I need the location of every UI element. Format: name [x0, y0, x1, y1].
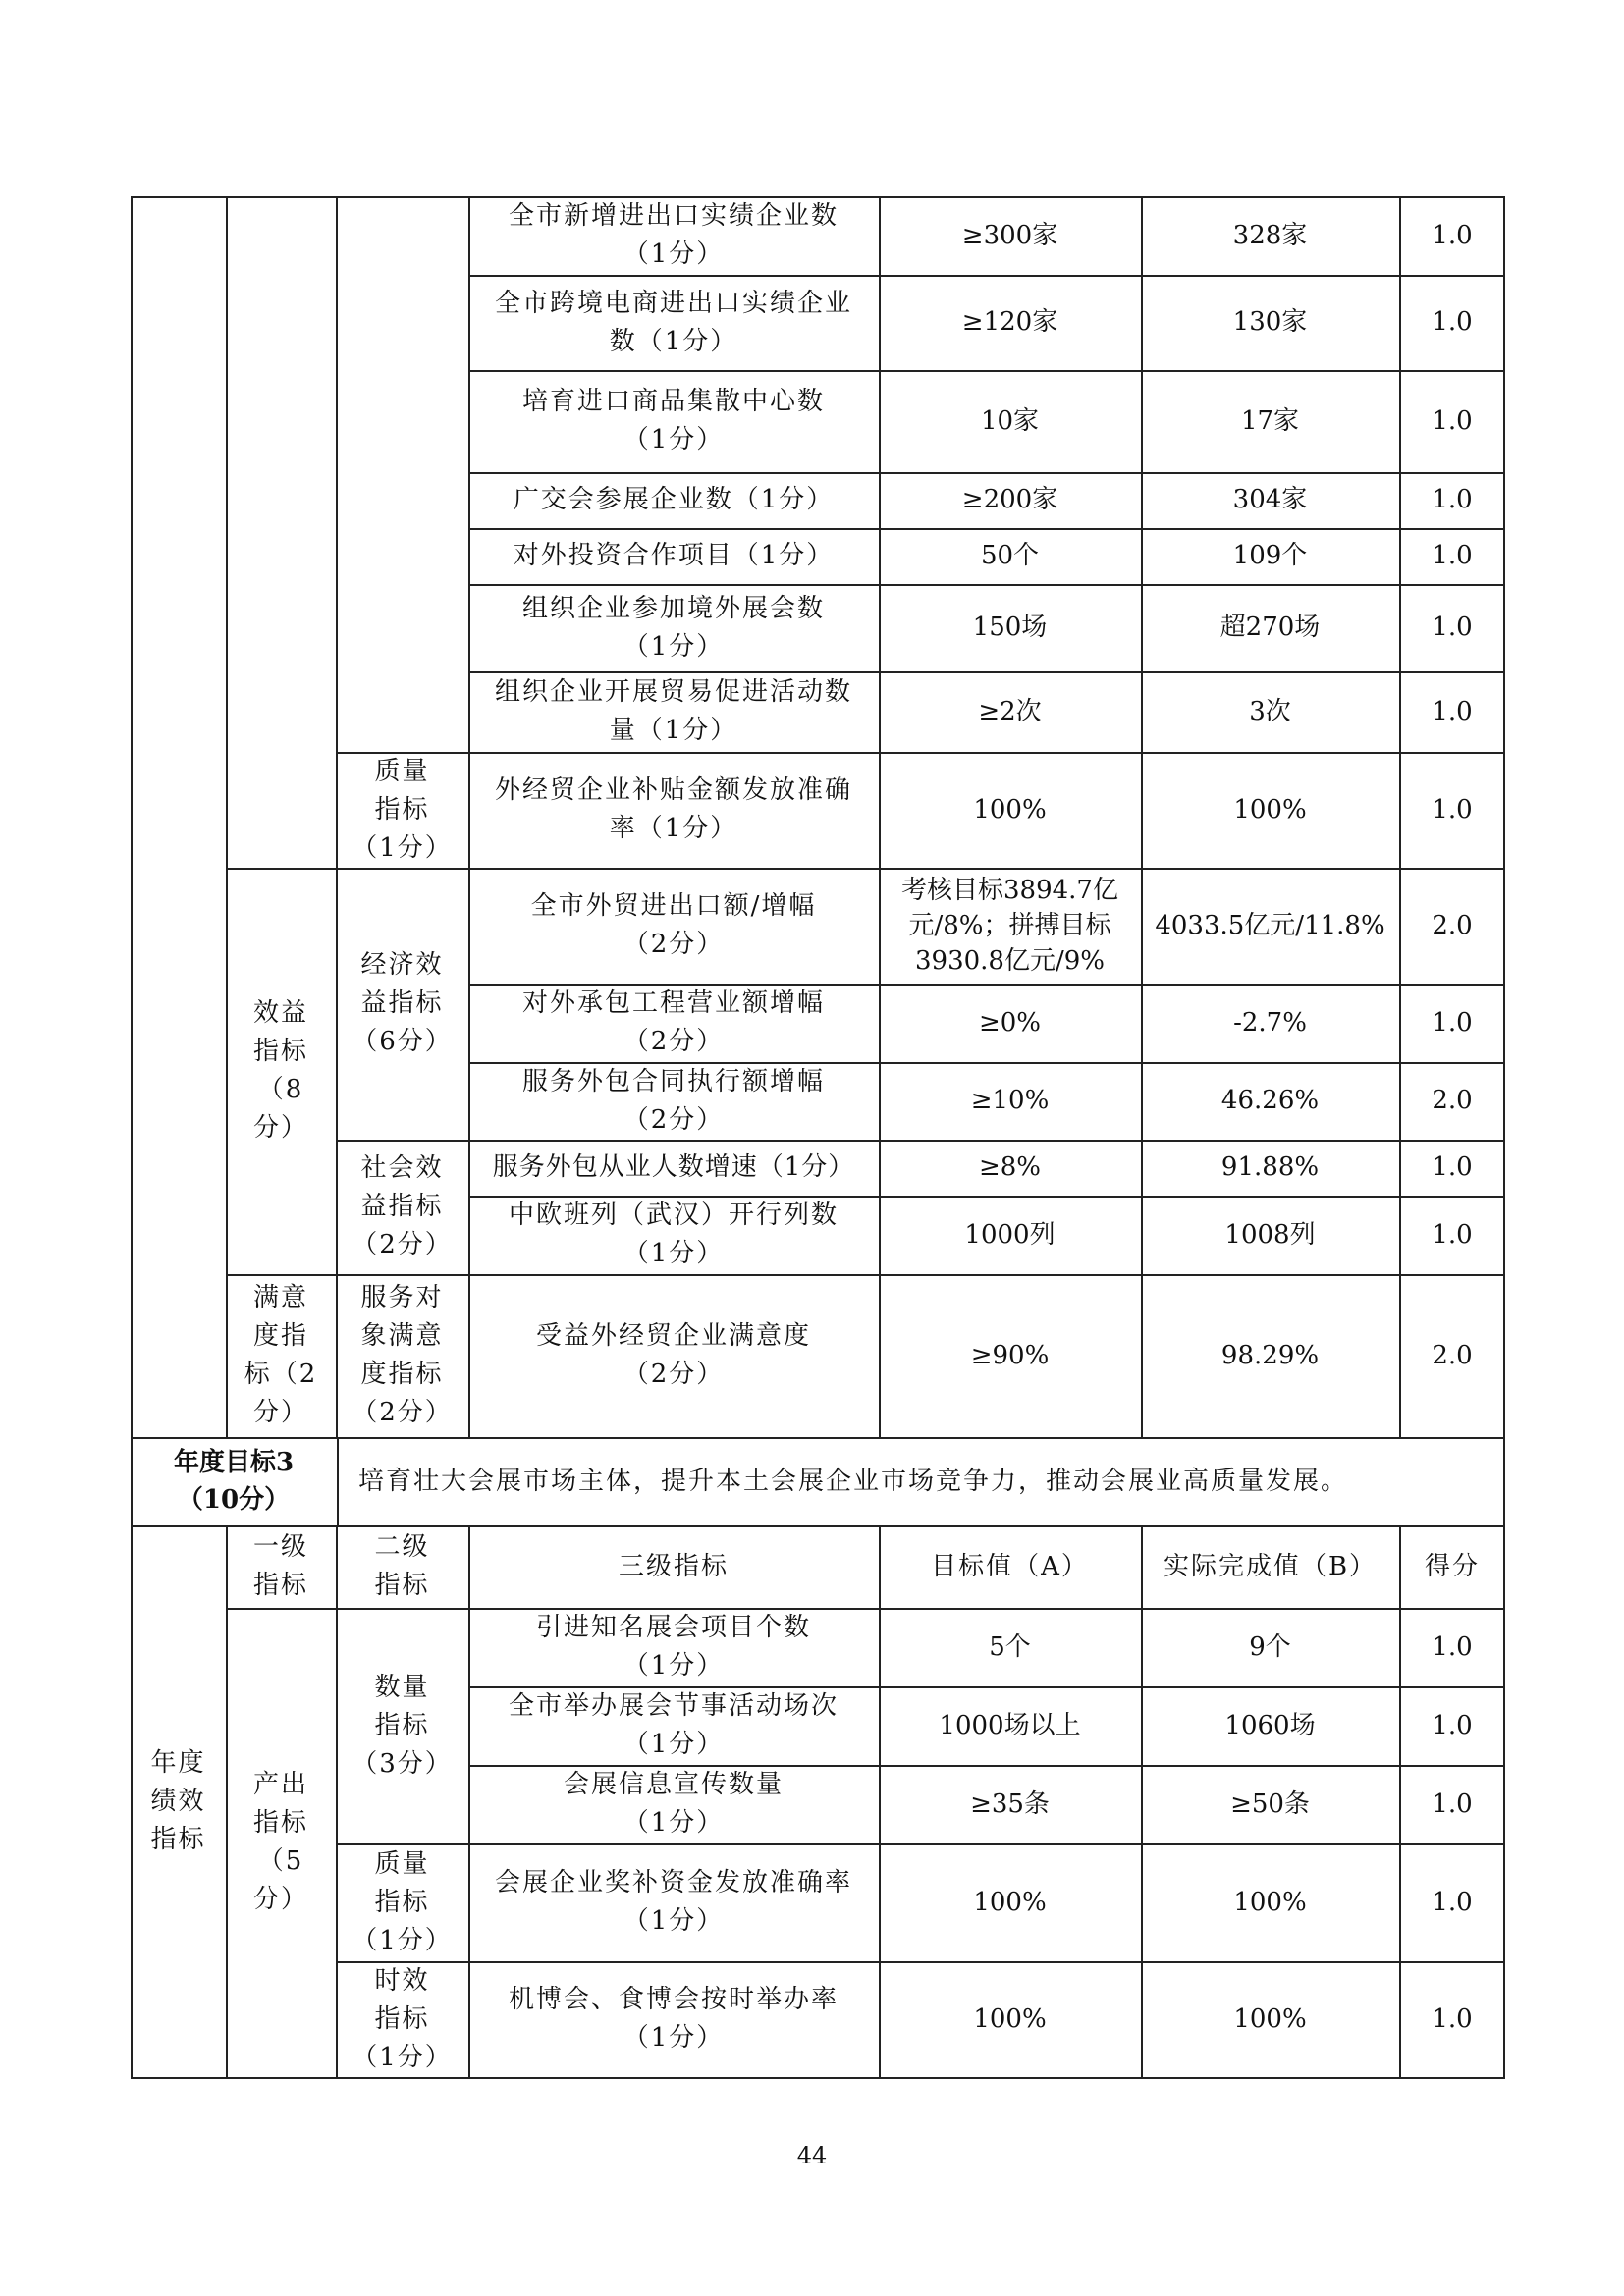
actual-cell: 130家: [1232, 307, 1308, 337]
score-cell: 1.0: [1432, 696, 1473, 726]
header-actual: 实际完成值（B）: [1163, 1551, 1378, 1581]
actual-cell: 4033.5亿元/11.8%: [1155, 910, 1385, 940]
actual-cell: ≥50条: [1230, 1789, 1310, 1819]
actual-cell: 9个: [1249, 1631, 1291, 1662]
header-level1: 一级 指标: [252, 1532, 308, 1600]
target-cell: ≥300家: [961, 220, 1058, 250]
table-border-bottom: [131, 2077, 1505, 2079]
indicator-cell: 服务外包从业人数增速（1分）: [492, 1152, 855, 1182]
indicator-cell: 培育进口商品集散中心数 （1分）: [521, 387, 825, 454]
actual-cell: 109个: [1232, 541, 1308, 570]
score-cell: 1.0: [1432, 307, 1473, 337]
actual-cell: 328家: [1232, 220, 1308, 250]
indicator-cell: 全市举办展会节事活动场次 （1分）: [508, 1691, 839, 1759]
actual-cell: 1008列: [1224, 1219, 1316, 1250]
page-number: 44: [796, 2142, 828, 2169]
target-cell: 1000场以上: [939, 1710, 1081, 1740]
actual-cell: 超270场: [1219, 613, 1321, 642]
score-cell: 1.0: [1432, 405, 1473, 436]
indicator-cell: 全市新增进出口实绩企业数 （1分）: [508, 201, 839, 269]
score-cell: 1.0: [1432, 613, 1473, 642]
indicator-cell: 会展企业奖补资金发放准确率 （1分）: [494, 1868, 852, 1936]
score-cell: 1.0: [1432, 1152, 1473, 1182]
actual-cell: 98.29%: [1220, 1340, 1320, 1370]
target-cell: ≥200家: [961, 485, 1058, 514]
target-cell: ≥2次: [978, 696, 1042, 726]
score-cell: 1.0: [1432, 1631, 1473, 1662]
target-cell: 考核目标3894.7亿 元/8%；拼搏目标 3930.8亿元/9%: [901, 876, 1118, 976]
level2-service-satisfaction-indicator: 服务对 象满意 度指标 （2分）: [352, 1283, 453, 1427]
score-cell: 2.0: [1432, 1086, 1473, 1115]
indicator-cell: 组织企业参加境外展会数 （1分）: [521, 593, 825, 662]
score-cell: 1.0: [1432, 220, 1473, 250]
actual-cell: 100%: [1233, 794, 1307, 825]
actual-cell: 100%: [1233, 1887, 1307, 1917]
score-cell: 1.0: [1432, 794, 1473, 825]
score-cell: 1.0: [1432, 1219, 1473, 1250]
level1-satisfaction-indicator: 满意 度指 标（2 分）: [244, 1283, 318, 1427]
target-cell: 50个: [980, 541, 1040, 570]
target-cell: 5个: [989, 1631, 1031, 1662]
actual-cell: 1060场: [1224, 1710, 1316, 1740]
target-cell: 10家: [980, 405, 1040, 436]
actual-cell: 46.26%: [1220, 1086, 1320, 1115]
score-cell: 1.0: [1432, 2003, 1473, 2034]
level1-benefit-indicator: 效益 指标 （8 分）: [252, 998, 308, 1143]
indicator-cell: 全市跨境电商进出口实绩企业 数（1分）: [494, 288, 852, 356]
level2-quality-indicator: 质量 指标 （1分）: [352, 1848, 453, 1955]
target-cell: 100%: [973, 2003, 1047, 2034]
indicator-cell: 服务外包合同执行额增幅 （2分）: [521, 1066, 825, 1135]
indicator-cell: 全市外贸进出口额/增幅 （2分）: [530, 891, 817, 959]
score-cell: 1.0: [1432, 541, 1473, 570]
header-level3: 三级指标: [618, 1551, 729, 1581]
target-cell: ≥120家: [961, 307, 1058, 337]
indicator-cell: 对外投资合作项目（1分）: [513, 541, 835, 570]
score-cell: 2.0: [1432, 910, 1473, 940]
annual-performance-indicator-label: 年度 绩效 指标: [150, 1747, 206, 1854]
header-target: 目标值（A）: [931, 1551, 1089, 1581]
annual-goal-3-label: 年度目标3 （10分）: [173, 1448, 295, 1515]
target-cell: ≥10%: [970, 1086, 1050, 1115]
target-cell: ≥0%: [978, 1007, 1042, 1038]
target-cell: 100%: [973, 1887, 1047, 1917]
actual-cell: 304家: [1232, 485, 1308, 514]
score-cell: 1.0: [1432, 1887, 1473, 1917]
level2-timeliness-indicator: 时效 指标 （1分）: [352, 1965, 453, 2072]
indicator-cell: 机博会、食博会按时举办率 （1分）: [508, 1985, 839, 2053]
header-level2: 二级 指标: [374, 1532, 430, 1600]
level2-quantity-indicator: 数量 指标 （3分）: [352, 1672, 453, 1779]
actual-cell: 100%: [1233, 2003, 1307, 2034]
indicator-cell: 中欧班列（武汉）开行列数 （1分）: [508, 1201, 839, 1268]
target-cell: 150场: [972, 613, 1048, 642]
header-score: 得分: [1424, 1551, 1480, 1581]
target-cell: 1000列: [964, 1219, 1056, 1250]
level2-economic-indicator: 经济效 益指标 （6分）: [352, 950, 453, 1056]
actual-cell: 17家: [1240, 405, 1300, 436]
score-cell: 1.0: [1432, 485, 1473, 514]
score-cell: 1.0: [1432, 1710, 1473, 1740]
level2-social-indicator: 社会效 益指标 （2分）: [352, 1153, 453, 1259]
target-cell: ≥90%: [970, 1340, 1050, 1370]
level1-output-indicator: 产出 指标 （5 分）: [252, 1770, 308, 1914]
target-cell: ≥8%: [978, 1152, 1042, 1182]
score-cell: 1.0: [1432, 1789, 1473, 1819]
score-cell: 1.0: [1432, 1007, 1473, 1038]
actual-cell: 91.88%: [1220, 1152, 1320, 1182]
actual-cell: 3次: [1249, 696, 1291, 726]
indicator-cell: 外经贸企业补贴金额发放准确 率（1分）: [494, 775, 852, 843]
performance-indicator-table: [131, 196, 1505, 2079]
indicator-cell: 会展信息宣传数量 （1分）: [563, 1770, 784, 1838]
score-cell: 2.0: [1432, 1340, 1473, 1370]
target-cell: 100%: [973, 794, 1047, 825]
indicator-cell: 受益外经贸企业满意度 （2分）: [535, 1321, 811, 1389]
actual-cell: -2.7%: [1233, 1007, 1307, 1038]
indicator-cell: 引进知名展会项目个数 （1分）: [535, 1613, 811, 1681]
target-cell: ≥35条: [970, 1789, 1050, 1819]
indicator-cell: 广交会参展企业数（1分）: [513, 485, 835, 514]
indicator-cell: 对外承包工程营业额增幅 （2分）: [521, 988, 825, 1056]
annual-goal-3-text: 培育壮大会展市场主体，提升本土会展企业市场竞争力，推动会展业高质量发展。: [358, 1466, 1349, 1496]
level2-quality-indicator: 质量 指标 （1分）: [352, 756, 453, 863]
indicator-cell: 组织企业开展贸易促进活动数 量（1分）: [494, 677, 852, 745]
